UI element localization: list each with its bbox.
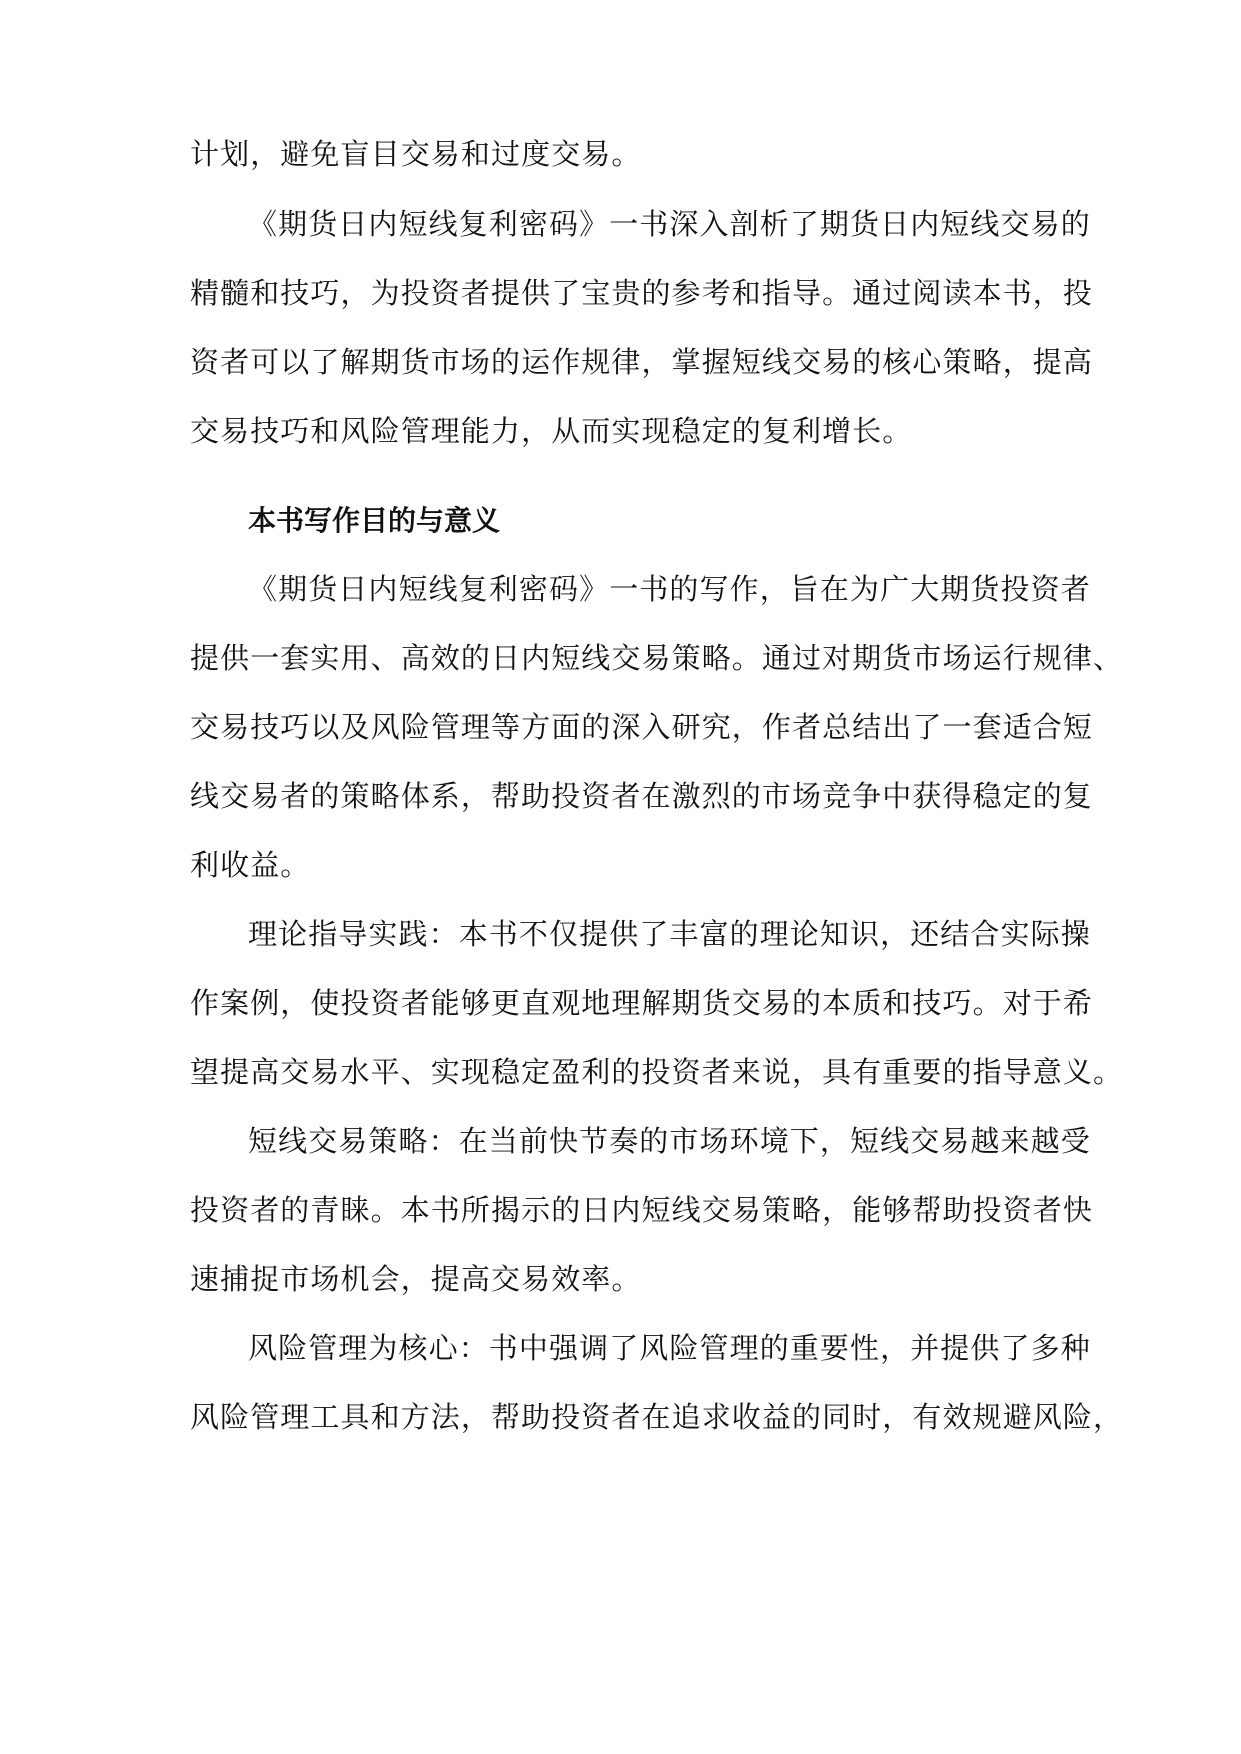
paragraph-line: 《期货日内短线复利密码》一书深入剖析了期货日内短线交易的	[248, 207, 1091, 241]
paragraph-line: 理论指导实践：本书不仅提供了丰富的理论知识，还结合实际操	[248, 917, 1091, 951]
paragraph-line: 风险管理工具和方法，帮助投资者在追求收益的同时，有效规避风险，	[190, 1400, 1124, 1434]
paragraph-line: 提供一套实用、高效的日内短线交易策略。通过对期货市场运行规律、	[190, 641, 1124, 675]
section-heading: 本书写作目的与意义	[248, 504, 501, 537]
paragraph-line: 精髓和技巧，为投资者提供了宝贵的参考和指导。通过阅读本书，投	[190, 276, 1094, 310]
paragraph-line: 风险管理为核心：书中强调了风险管理的重要性，并提供了多种	[248, 1331, 1091, 1365]
paragraph-line: 《期货日内短线复利密码》一书的写作，旨在为广大期货投资者	[248, 572, 1091, 606]
paragraph-line: 交易技巧以及风险管理等方面的深入研究，作者总结出了一套适合短	[190, 710, 1094, 744]
paragraph-line: 利收益。	[190, 848, 311, 882]
paragraph-line: 速捕捉市场机会，提高交易效率。	[190, 1262, 642, 1296]
paragraph-line: 线交易者的策略体系，帮助投资者在激烈的市场竞争中获得稳定的复	[190, 779, 1094, 813]
paragraph-line: 计划，避免盲目交易和过度交易。	[190, 137, 642, 171]
paragraph-line: 投资者的青睐。本书所揭示的日内短线交易策略，能够帮助投资者快	[190, 1193, 1094, 1227]
paragraph-line: 短线交易策略：在当前快节奏的市场环境下，短线交易越来越受	[248, 1124, 1091, 1158]
paragraph-line: 交易技巧和风险管理能力，从而实现稳定的复利增长。	[190, 414, 913, 448]
paragraph-line: 作案例，使投资者能够更直观地理解期货交易的本质和技巧。对于希	[190, 986, 1094, 1020]
paragraph-line: 望提高交易水平、实现稳定盈利的投资者来说，具有重要的指导意义。	[190, 1055, 1124, 1089]
paragraph-line: 资者可以了解期货市场的运作规律，掌握短线交易的核心策略，提高	[190, 345, 1094, 379]
